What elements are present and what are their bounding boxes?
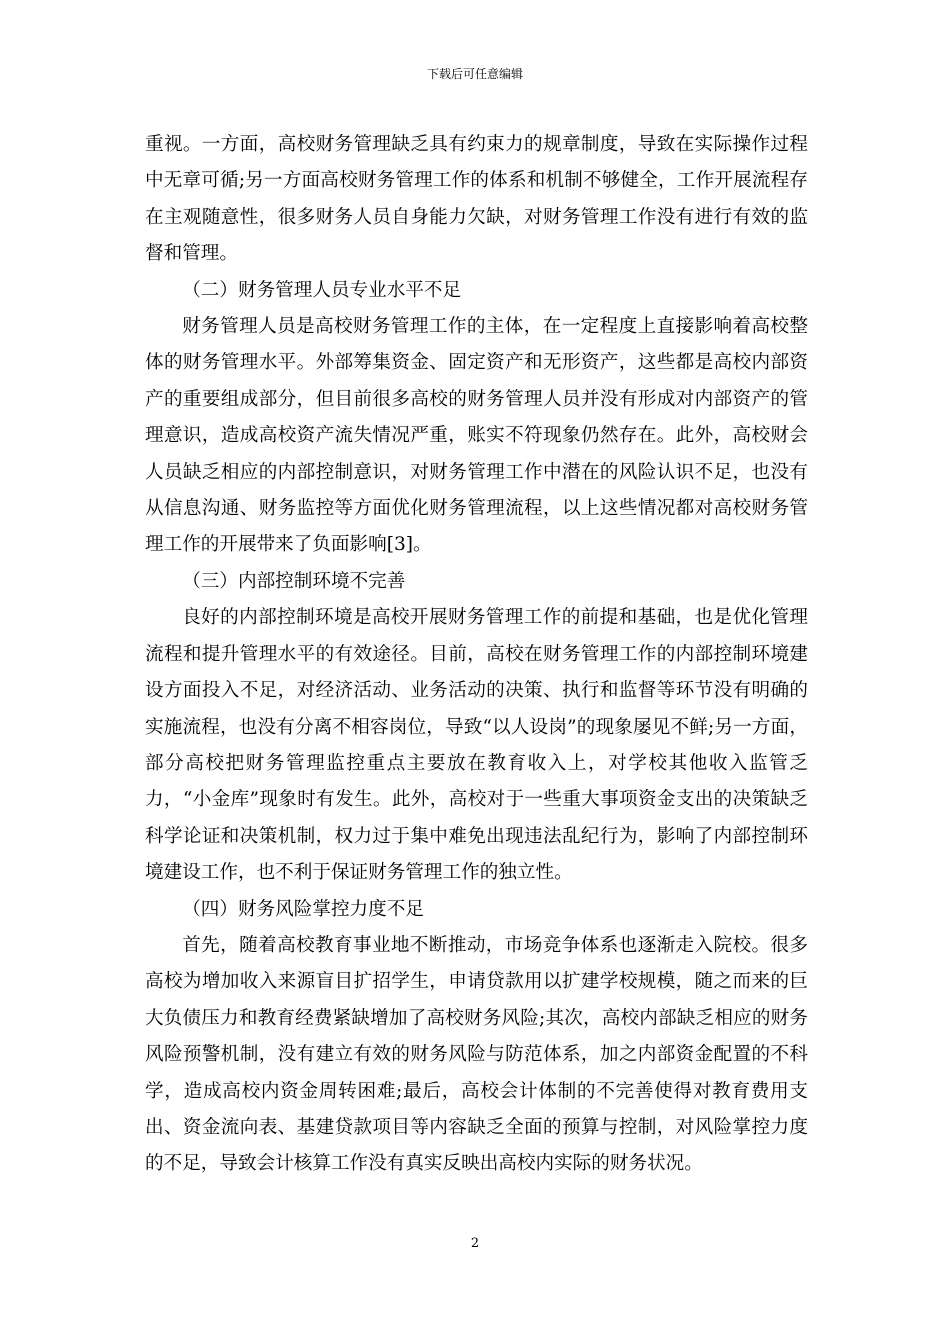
section-heading-3: （三）内部控制环境不完善 bbox=[182, 570, 406, 592]
body-text bbox=[145, 127, 808, 1183]
section-heading-4: （四）财务风险掌控力度不足 bbox=[182, 898, 424, 920]
section-heading-2: （二）财务管理人员专业水平不足 bbox=[182, 279, 462, 301]
paragraph: 首先，随着高校教育事业地不断推动，市场竞争体系也逐渐走入院校。很多高校为增加收入来源盲目扩招学生，申请贷款用以扩建学校规模，随之而来的巨大负债压力和教育经费紧缺增加了高校财务风险;其次，高校内部缺乏相应的财务风险预警机制，没有建立有效的财务风险与防范体系，加之内部资金配置的不科学，造成高校内资金周转困难;最后，高校会计体制的不完善使得对教育费用支出、资金流向表、基建贷款项目等内容缺乏全面的预算与控制，对风险掌控力度的不足，导致会计核算工作没有真实反映出高校内实际的财务状况。 bbox=[145, 934, 808, 1175]
page-header: 下载后可任意编辑 bbox=[426, 67, 523, 81]
paragraph-continuation: 重视。一方面，高校财务管理缺乏具有约束力的规章制度，导致在实际操作过程中无章可循;另一方面高校财务管理工作的体系和机制不够健全，工作开展流程存在主观随意性，很多财务人员自身能力欠缺，对财务管理工作没有进行有效的监督和管理。 bbox=[145, 134, 808, 265]
paragraph: 良好的内部控制环境是高校开展财务管理工作的前提和基础，也是优化管理流程和提升管理水平的有效途径。目前，高校在财务管理工作的内部控制环境建设方面投入不足，对经济活动、业务活动的决策、执行和监督等环节没有明确的实施流程，也没有分离不相容岗位，导致“以人设岗”的现象屡见不鲜;另一方面，部分高校把财务管理监控重点主要放在教育收入上，对学校其他收入监管乏力，“小金库”现象时有发生。此外，高校对于一些重大事项资金支出的决策缺乏科学论证和决策机制，权力过于集中难免出现违法乱纪行为，影响了内部控制环境建设工作，也不利于保证财务管理工作的独立性。 bbox=[145, 607, 808, 884]
page-number: 2 bbox=[470, 1236, 480, 1251]
paragraph: 财务管理人员是高校财务管理工作的主体，在一定程度上直接影响着高校整体的财务管理水平。外部筹集资金、固定资产和无形资产，这些都是高校内部资产的重要组成部分，但目前很多高校的财务管理人员并没有形成对内部资产的管理意识，造成高校资产流失情况严重，账实不符现象仍然存在。此外，高校财会人员缺乏相应的内部控制意识，对财务管理工作中潜在的风险认识不足，也没有从信息沟通、财务监控等方面优化财务管理流程，以上这些情况都对高校财务管理工作的开展带来了负面影响[3]。 bbox=[145, 316, 808, 556]
